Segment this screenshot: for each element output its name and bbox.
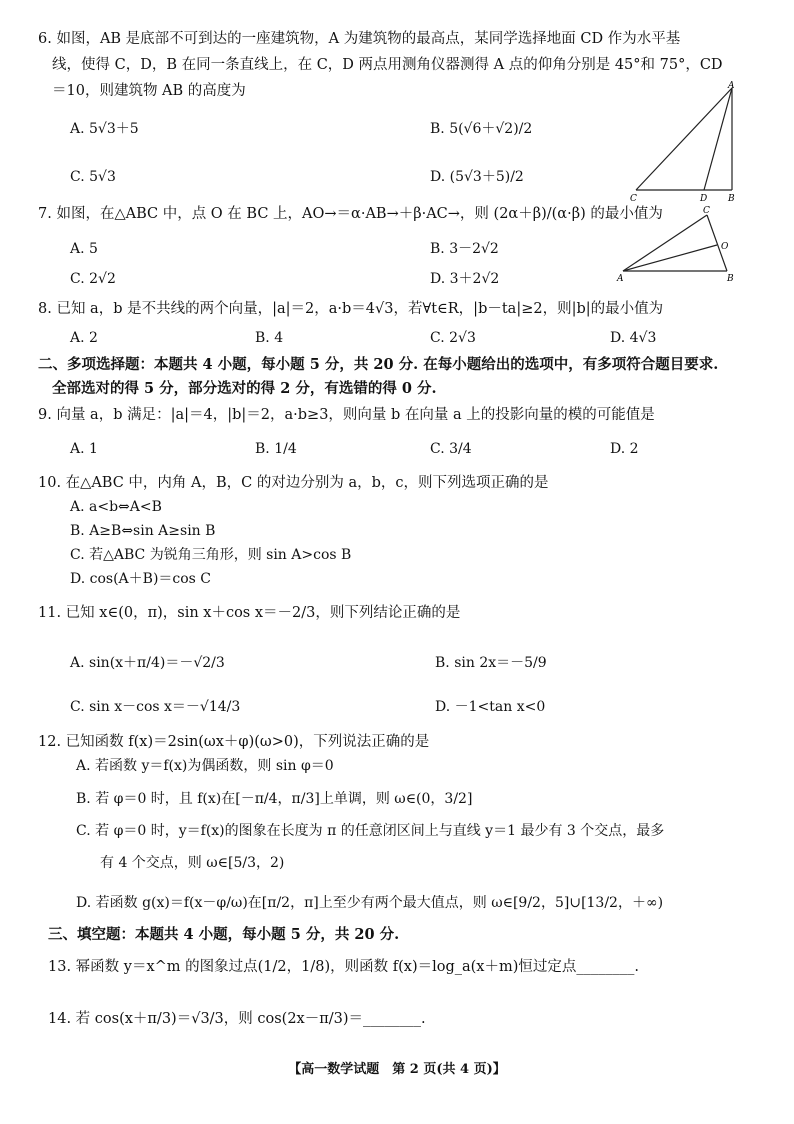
section-2-heading: 二、多项选择题：本题共 4 小题，每小题 5 分，共 20 分. 在每小题给出的选项中，有多项符合题目要求.	[38, 356, 719, 373]
q9-option-a: A. 1	[70, 441, 98, 457]
q10-option-a: A. a<b⇔A<B	[70, 499, 162, 515]
q6-option-a: A. 5√3＋5	[70, 121, 139, 137]
q7-line-ac	[623, 215, 707, 271]
q12-option-a: A. 若函数 y＝f(x)为偶函数，则 sin φ＝0	[76, 758, 334, 774]
q8-option-c: C. 2√3	[430, 330, 476, 346]
q12-option-c-line2: 有 4 个交点，则 ω∈[5/3，2)	[100, 855, 285, 871]
section-3-heading: 三、填空题：本题共 4 小题，每小题 5 分，共 20 分.	[48, 926, 400, 943]
q11-option-c: C. sin x－cos x＝－√14/3	[70, 699, 241, 715]
q6-stem-line3: ＝10，则建筑物 AB 的高度为	[52, 83, 246, 99]
q6-stem-line1: 6. 如图，AB 是底部不可到达的一座建筑物，A 为建筑物的最高点，某同学选择地面 CD 作为水平基	[38, 31, 681, 47]
q8-option-d: D. 4√3	[610, 330, 657, 346]
q6-label-c: C	[630, 194, 637, 204]
q8-option-b: B. 4	[255, 330, 284, 346]
q11-option-b: B. sin 2x＝－5/9	[435, 655, 547, 671]
q7-label-o: O	[721, 242, 729, 252]
q12-option-d: D. 若函数 g(x)＝f(x－φ/ω)在[π/2，π]上至少有两个最大值点，则 ω∈[9/2，5]∪[13/2，＋∞)	[76, 895, 664, 911]
q7-figure	[615, 203, 740, 283]
q8-stem: 8. 已知 a，b 是不共线的两个向量，|a|＝2，a·b＝4√3，若∀t∈R，|b－ta|≥2，则|b|的最小值为	[38, 301, 664, 317]
q6-figure	[622, 80, 742, 205]
q12-option-b: B. 若 φ＝0 时，且 f(x)在[－π/4，π/3]上单调，则 ω∈(0，3/2]	[76, 791, 473, 807]
q9-option-b: B. 1/4	[255, 441, 297, 457]
q6-label-d: D	[700, 194, 708, 204]
q7-label-a: A	[617, 274, 624, 283]
q10-option-b: B. A≥B⇔sin A≥sin B	[70, 523, 216, 539]
q6-label-b: B	[728, 194, 735, 204]
q14-stem: 14. 若 cos(x＋π/3)＝√3/3，则 cos(2x－π/3)＝________.	[48, 1011, 426, 1027]
q7-label-b: B	[727, 274, 734, 283]
q10-stem: 10. 在△ABC 中，内角 A，B，C 的对边分别为 a，b，c，则下列选项正确的是	[38, 475, 549, 491]
q6-label-a: A	[728, 81, 735, 91]
q11-option-d: D. －1<tan x<0	[435, 699, 546, 715]
q12-option-c-line1: C. 若 φ＝0 时，y＝f(x)的图象在长度为 π 的任意闭区间上与直线 y＝1 最少有 3 个交点，最多	[76, 823, 665, 839]
q7-option-c: C. 2√2	[70, 271, 116, 287]
section-2-instructions: 全部选对的得 5 分，部分选对的得 2 分，有选错的得 0 分.	[52, 380, 437, 397]
q9-stem: 9. 向量 a，b 满足：|a|＝4，|b|＝2，a·b≥3，则向量 b 在向量 a 上的投影向量的模的可能值是	[38, 407, 655, 423]
page-footer: 【高一数学试题 第 2 页(共 4 页)】	[288, 1062, 506, 1077]
q8-option-a: A. 2	[70, 330, 98, 346]
q6-option-c: C. 5√3	[70, 169, 116, 185]
q7-option-b: B. 3－2√2	[430, 241, 499, 257]
q11-option-a: A. sin(x＋π/4)＝－√2/3	[70, 655, 225, 671]
q9-option-d: D. 2	[610, 441, 639, 457]
q10-option-d: D. cos(A＋B)＝cos C	[70, 571, 212, 587]
q9-option-c: C. 3/4	[430, 441, 472, 457]
q7-option-d: D. 3＋2√2	[430, 271, 500, 287]
q6-stem-line2: 线，使得 C，D，B 在同一条直线上，在 C，D 两点用测角仪器测得 A 点的仰角分别是 45°和 75°，CD	[52, 57, 723, 73]
q13-stem: 13. 幂函数 y＝x^m 的图象过点(1/2，1/8)，则函数 f(x)＝log_a(x＋m)恒过定点________.	[48, 959, 640, 975]
q7-label-c: C	[703, 206, 710, 216]
q12-stem: 12. 已知函数 f(x)＝2sin(ωx＋φ)(ω>0)，下列说法正确的是	[38, 734, 430, 750]
q6-option-b: B. 5(√6＋√2)/2	[430, 121, 533, 137]
q11-stem: 11. 已知 x∈(0，π)，sin x＋cos x＝－2/3，则下列结论正确的是	[38, 605, 461, 621]
q6-option-d: D. (5√3＋5)/2	[430, 169, 524, 185]
q7-stem: 7. 如图，在△ABC 中，点 O 在 BC 上，AO→＝α·AB→＋β·AC→，则 (2α＋β)/(α·β) 的最小值为	[38, 206, 663, 222]
q10-option-c: C. 若△ABC 为锐角三角形，则 sin A>cos B	[70, 547, 352, 563]
q7-line-ao	[623, 245, 717, 271]
q7-option-a: A. 5	[70, 241, 98, 257]
